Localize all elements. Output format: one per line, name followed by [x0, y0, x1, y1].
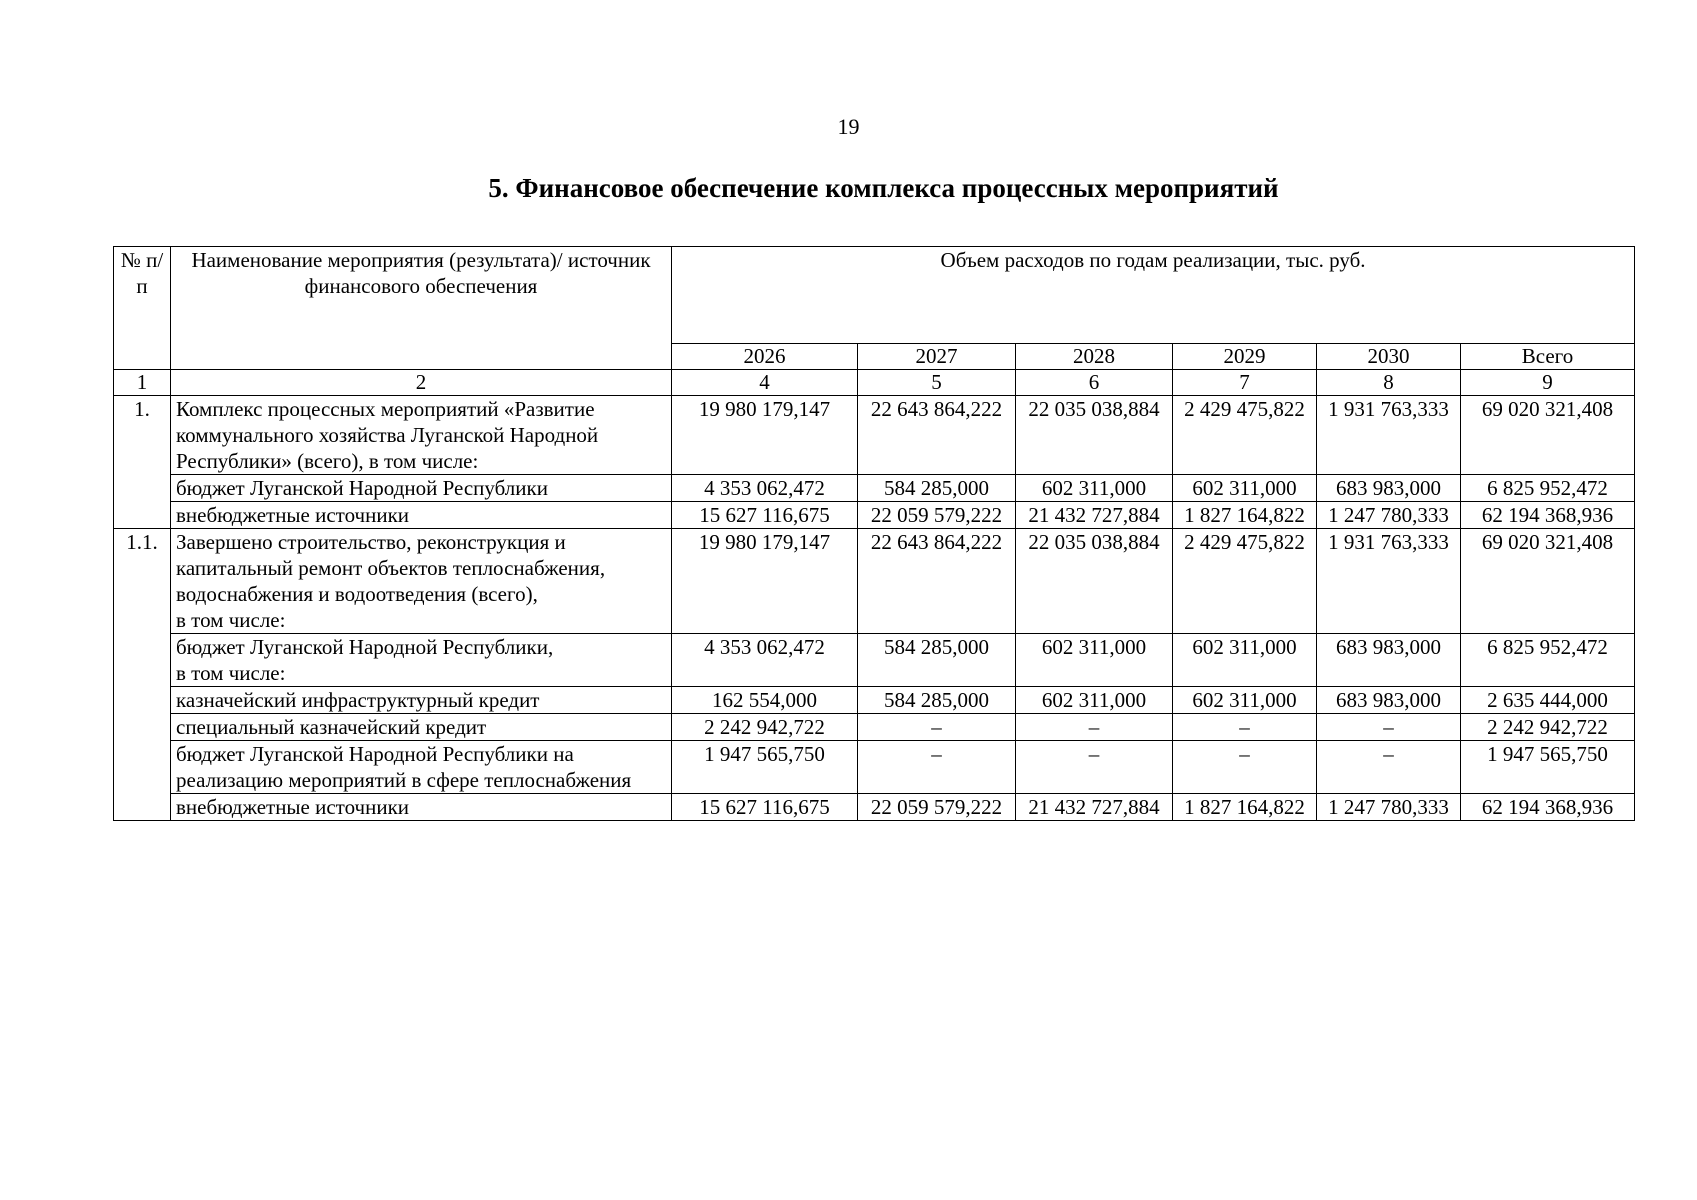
year-value-cell: 22 059 579,222 [858, 502, 1016, 529]
page-number: 19 [837, 114, 860, 139]
column-number-cell: 9 [1461, 370, 1635, 396]
year-value-cell: 19 980 179,147 [672, 396, 858, 475]
year-value-cell: 1 931 763,333 [1317, 529, 1461, 634]
year-value-cell: 1 247 780,333 [1317, 794, 1461, 821]
year-value-cell: 2 429 475,822 [1173, 529, 1317, 634]
year-value-cell: 22 643 864,222 [858, 529, 1016, 634]
year-value-cell: – [1173, 741, 1317, 794]
column-number-cell: 4 [672, 370, 858, 396]
total-value-cell: 62 194 368,936 [1461, 794, 1635, 821]
year-value-cell: 584 285,000 [858, 634, 1016, 687]
total-value-cell: 6 825 952,472 [1461, 634, 1635, 687]
table-row [114, 714, 1635, 741]
year-value-cell: 22 035 038,884 [1016, 396, 1173, 475]
year-value-cell: 683 983,000 [1317, 687, 1461, 714]
year-value-cell: 22 643 864,222 [858, 396, 1016, 475]
total-header-cell: Всего [1461, 344, 1635, 370]
item-name-cell: внебюджетные источники [171, 502, 672, 529]
item-name-cell: бюджет Луганской Народной Республики на реализацию мероприятий в сфере теплоснабжения [171, 741, 672, 794]
header-volume-cell: Объем расходов по годам реализации, тыс. руб. [672, 247, 1635, 344]
year-value-cell: 1 947 565,750 [672, 741, 858, 794]
year-value-cell: 15 627 116,675 [672, 502, 858, 529]
document-title: 5. Финансовое обеспечение комплекса процессных мероприятий [488, 173, 1279, 203]
year-header-cell: 2028 [1016, 344, 1173, 370]
header-name-cell: Наименование мероприятия (результата)/ источник финансового обеспечения [171, 247, 672, 370]
total-value-cell: 69 020 321,408 [1461, 396, 1635, 475]
item-name-cell: Завершено строительство, реконструкция и капитальный ремонт объектов теплоснабжения, водоснабжения и водоотведения (всего), в том числе: [171, 529, 672, 634]
year-value-cell: 2 429 475,822 [1173, 396, 1317, 475]
year-value-cell: 683 983,000 [1317, 634, 1461, 687]
row-number-cell: 1. [114, 396, 171, 529]
year-value-cell: 19 980 179,147 [672, 529, 858, 634]
column-number-cell: 2 [171, 370, 672, 396]
item-name-cell: специальный казначейский кредит [171, 714, 672, 741]
total-value-cell: 2 242 942,722 [1461, 714, 1635, 741]
year-value-cell: – [1016, 714, 1173, 741]
total-value-cell: 2 635 444,000 [1461, 687, 1635, 714]
year-header-cell: 2030 [1317, 344, 1461, 370]
table-row [114, 634, 1635, 687]
year-value-cell: 2 242 942,722 [672, 714, 858, 741]
year-value-cell: 4 353 062,472 [672, 634, 858, 687]
year-value-cell: 602 311,000 [1173, 687, 1317, 714]
year-value-cell: – [858, 714, 1016, 741]
year-value-cell: 602 311,000 [1016, 634, 1173, 687]
year-header-cell: 2026 [672, 344, 858, 370]
table-row [114, 396, 1635, 475]
total-value-cell: 69 020 321,408 [1461, 529, 1635, 634]
year-value-cell: 21 432 727,884 [1016, 794, 1173, 821]
column-numbers-row [114, 370, 1635, 396]
year-value-cell: 584 285,000 [858, 687, 1016, 714]
table-row [114, 502, 1635, 529]
item-name-cell: бюджет Луганской Народной Республики, в том числе: [171, 634, 672, 687]
year-value-cell: 4 353 062,472 [672, 475, 858, 502]
year-header-cell: 2027 [858, 344, 1016, 370]
year-value-cell: 162 554,000 [672, 687, 858, 714]
financing-table [113, 246, 1635, 821]
year-value-cell: 1 827 164,822 [1173, 502, 1317, 529]
column-number-cell: 5 [858, 370, 1016, 396]
table-row [114, 687, 1635, 714]
item-name-cell: внебюджетные источники [171, 794, 672, 821]
total-value-cell: 1 947 565,750 [1461, 741, 1635, 794]
year-value-cell: 21 432 727,884 [1016, 502, 1173, 529]
year-value-cell: 1 247 780,333 [1317, 502, 1461, 529]
header-row [114, 247, 1635, 344]
column-number-cell: 1 [114, 370, 171, 396]
year-value-cell: 584 285,000 [858, 475, 1016, 502]
year-value-cell: 602 311,000 [1173, 475, 1317, 502]
year-value-cell: 602 311,000 [1016, 687, 1173, 714]
item-name-cell: казначейский инфраструктурный кредит [171, 687, 672, 714]
year-value-cell: 602 311,000 [1016, 475, 1173, 502]
table-row [114, 794, 1635, 821]
column-number-cell: 8 [1317, 370, 1461, 396]
year-value-cell: 1 931 763,333 [1317, 396, 1461, 475]
item-name-cell: бюджет Луганской Народной Республики [171, 475, 672, 502]
year-value-cell: 602 311,000 [1173, 634, 1317, 687]
year-value-cell: 15 627 116,675 [672, 794, 858, 821]
year-value-cell: – [1317, 741, 1461, 794]
table-row [114, 741, 1635, 794]
row-number-cell: 1.1. [114, 529, 171, 821]
year-header-cell: 2029 [1173, 344, 1317, 370]
year-value-cell: – [858, 741, 1016, 794]
total-value-cell: 6 825 952,472 [1461, 475, 1635, 502]
item-name-cell: Комплекс процессных мероприятий «Развитие коммунального хозяйства Луганской Народной Республики» (всего), в том числе: [171, 396, 672, 475]
year-value-cell: 22 035 038,884 [1016, 529, 1173, 634]
column-number-cell: 7 [1173, 370, 1317, 396]
total-value-cell: 62 194 368,936 [1461, 502, 1635, 529]
year-value-cell: – [1016, 741, 1173, 794]
column-number-cell: 6 [1016, 370, 1173, 396]
year-value-cell: – [1173, 714, 1317, 741]
header-num-cell: № п/п [114, 247, 171, 370]
year-value-cell: – [1317, 714, 1461, 741]
year-value-cell: 22 059 579,222 [858, 794, 1016, 821]
table-row [114, 529, 1635, 634]
year-value-cell: 683 983,000 [1317, 475, 1461, 502]
table-row [114, 475, 1635, 502]
year-value-cell: 1 827 164,822 [1173, 794, 1317, 821]
